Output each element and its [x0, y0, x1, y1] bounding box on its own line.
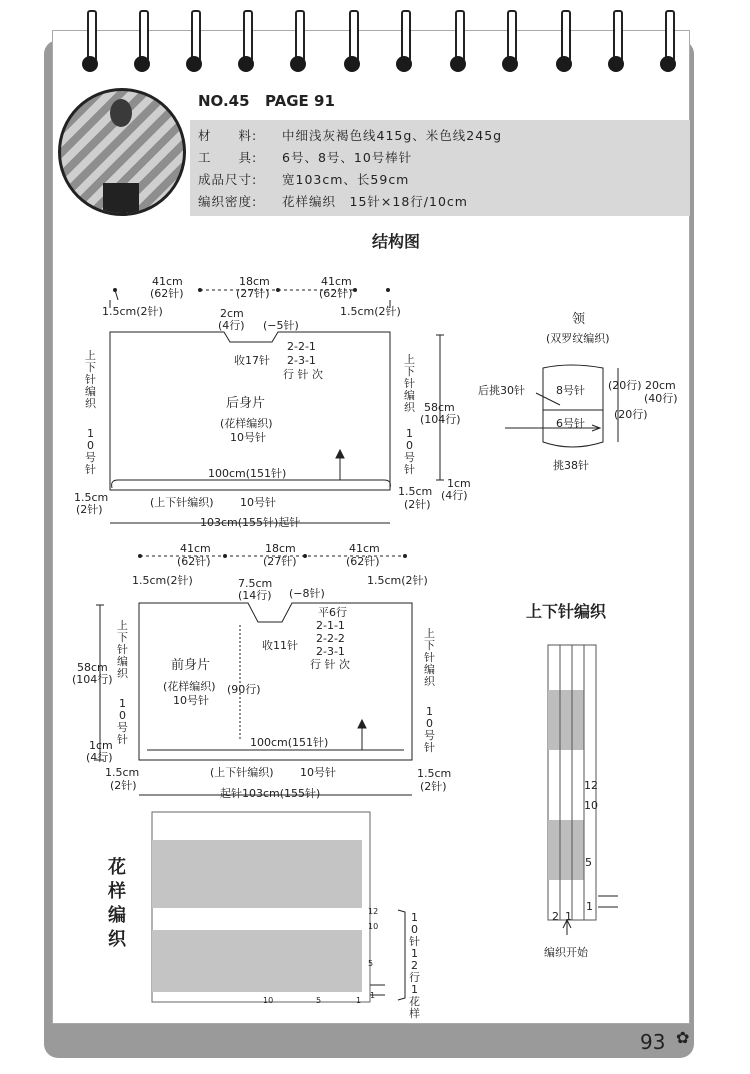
dim-label: (14行)	[238, 589, 272, 602]
flower-pattern-grid	[152, 812, 370, 1002]
dim-label: 2-3-1	[316, 645, 345, 658]
dim-label: 41cm	[180, 542, 211, 555]
dim-label: 6号针	[556, 417, 585, 430]
dim-label: (2针)	[110, 779, 137, 792]
dim-label: (4行)	[441, 489, 468, 502]
row-number: 5	[585, 856, 592, 869]
dim-label: (2针)	[420, 780, 447, 793]
chart-title: 花样编织	[108, 857, 126, 950]
dim-label: (花样编织)	[163, 680, 216, 693]
dim-label: 103cm(155针)起针	[200, 516, 301, 529]
column-number: 2	[552, 910, 559, 923]
side-label: 10号针	[424, 705, 435, 754]
piece-name: 后身片	[226, 396, 266, 411]
column-number: 1	[565, 910, 572, 923]
flower-icon: ✿	[676, 1028, 690, 1047]
structure-title: 结构图	[372, 232, 421, 251]
dim-label: (62针)	[150, 287, 184, 300]
dim-label: (双罗纹编织)	[546, 332, 610, 345]
dim-label: 100cm(151针)	[208, 467, 287, 480]
dim-label: 2-2-2	[316, 632, 345, 645]
dim-label: 1.5cm	[398, 485, 433, 498]
dim-label: 1.5cm	[74, 491, 109, 504]
side-label: 上下针编织	[424, 627, 435, 688]
page-reference: PAGE 91	[265, 92, 335, 110]
row-number: 10	[584, 799, 598, 812]
dim-label: 41cm	[152, 275, 183, 288]
dim-label: (20行)	[614, 408, 648, 421]
page-number: 93	[640, 1030, 666, 1054]
dim-label: 1.5cm	[105, 766, 140, 779]
dim-label: (40行)	[644, 392, 678, 405]
dim-label: (−5针)	[263, 319, 299, 332]
dim-label: 8号针	[556, 384, 585, 397]
chart-title: 上下针编织	[526, 602, 607, 621]
dim-label: 1.5cm(2针)	[132, 574, 193, 587]
pattern-number: NO.45	[198, 92, 250, 110]
column-number: 5	[316, 996, 322, 1005]
dim-label: 1.5cm	[417, 767, 452, 780]
side-label: 10号针	[85, 427, 96, 476]
dim-label: (4行)	[218, 319, 245, 332]
dim-label: 2cm	[220, 307, 244, 320]
dim-label: (2针)	[76, 503, 103, 516]
dim-label: 10号针	[173, 694, 209, 707]
dim-label: 行 针 次	[310, 658, 350, 671]
dim-label: (27针)	[236, 287, 270, 300]
dim-label: 10号针	[300, 766, 336, 779]
dim-label: 7.5cm	[238, 577, 273, 590]
dim-label: (62针)	[319, 287, 353, 300]
column-number: 1	[356, 996, 362, 1005]
dim-label: 2-1-1	[316, 619, 345, 632]
dim-label: (−8针)	[289, 587, 325, 600]
dim-label: (2针)	[404, 498, 431, 511]
column-number: 10	[263, 996, 274, 1005]
spec-row: 工 具: 6号、8号、10号棒针	[198, 150, 413, 165]
dim-label: 18cm	[239, 275, 270, 288]
dim-label: 1.5cm(2针)	[340, 305, 401, 318]
dim-label: 18cm	[265, 542, 296, 555]
dim-label: (4行)	[86, 751, 113, 764]
row-number: 1	[586, 900, 593, 913]
piece-name: 前身片	[171, 658, 211, 673]
side-label: 上下针编织	[404, 353, 415, 414]
dim-label: 收17针	[234, 354, 270, 367]
dim-label: 行 针 次	[283, 368, 323, 381]
spec-row: 成品尺寸: 宽103cm、长59cm	[198, 172, 410, 187]
dim-label: (104行)	[420, 413, 461, 426]
dim-label: 20cm	[645, 379, 676, 392]
dim-label: 100cm(151针)	[250, 736, 329, 749]
dim-label: (62针)	[177, 555, 211, 568]
dim-label: 1.5cm(2针)	[367, 574, 428, 587]
dim-label: 58cm	[424, 401, 455, 414]
side-label: 上下针编织	[85, 349, 96, 410]
dim-label: (90行)	[227, 683, 261, 696]
dim-label: 1cm	[89, 739, 113, 752]
dim-label: 58cm	[77, 661, 108, 674]
dim-label: 后挑30针	[478, 384, 525, 397]
side-label: 上下针编织	[117, 619, 128, 680]
row-number: 10	[368, 922, 379, 931]
spec-row: 编织密度: 花样编织 15针×18行/10cm	[198, 194, 468, 209]
dim-label: (上下针编织)	[150, 496, 214, 509]
dim-label: 10号针	[240, 496, 276, 509]
dim-label: 挑38针	[553, 459, 589, 472]
dim-label: 1.5cm(2针)	[102, 305, 163, 318]
dim-label: (104行)	[72, 673, 113, 686]
dim-label: 起针103cm(155针)	[220, 787, 321, 800]
dim-label: 10号针	[230, 431, 266, 444]
dim-label: (62针)	[346, 555, 380, 568]
dim-label: 41cm	[321, 275, 352, 288]
dim-label: (27针)	[263, 555, 297, 568]
side-label: 10号针	[117, 697, 128, 746]
row-number: 1	[370, 991, 376, 1000]
dim-label: 2-3-1	[287, 354, 316, 367]
dim-label: (花样编织)	[220, 417, 273, 430]
side-label: 10号针	[404, 427, 415, 476]
row-number: 5	[368, 959, 374, 968]
dim-label: 收11针	[262, 639, 298, 652]
start-label: 编织开始	[544, 946, 588, 959]
dim-label: 1cm	[447, 477, 471, 490]
dim-label: 41cm	[349, 542, 380, 555]
dim-label: (上下针编织)	[210, 766, 274, 779]
dim-label: 2-2-1	[287, 340, 316, 353]
spec-row: 材 料: 中细浅灰褐色线415g、米色线245g	[198, 128, 503, 143]
dim-label: 平6行	[318, 606, 347, 619]
row-number: 12	[584, 779, 598, 792]
piece-name: 领	[572, 312, 586, 327]
dim-label: (20行)	[608, 379, 642, 392]
row-number: 12	[368, 907, 379, 916]
repeat-label: 10针12行1花样	[409, 911, 420, 1020]
